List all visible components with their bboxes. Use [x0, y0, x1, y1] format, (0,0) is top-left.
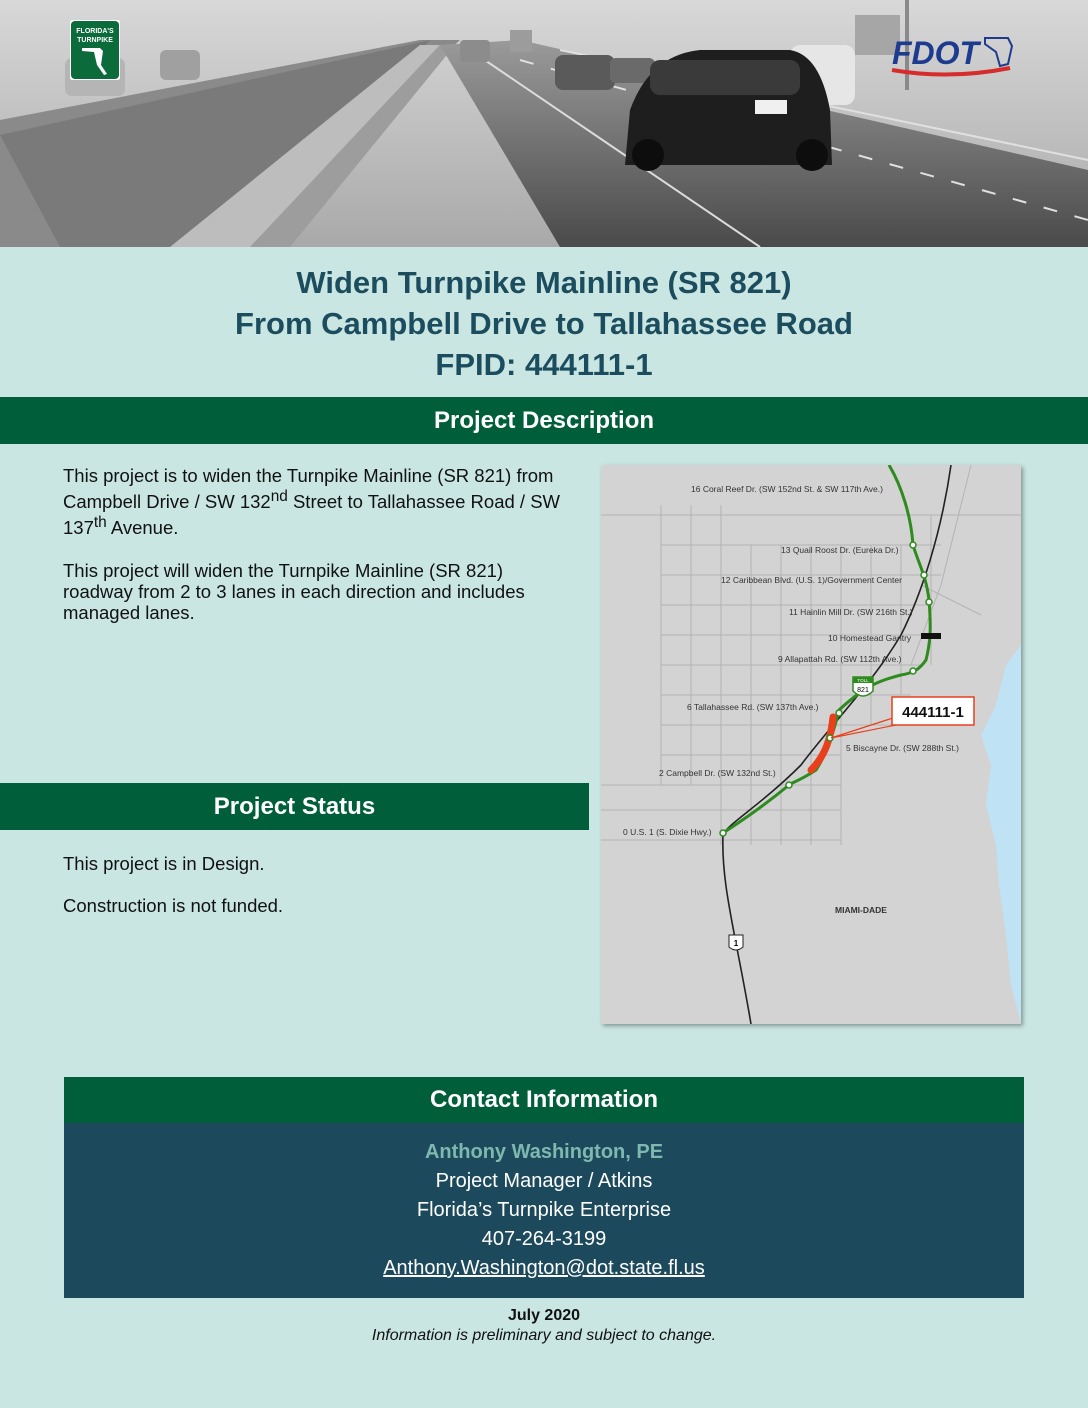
shield-number: 821 — [857, 687, 869, 694]
interchange-label: 5 Biscayne Dr. (SW 288th St.) — [846, 743, 959, 753]
project-status-text — [63, 853, 563, 937]
project-location-map — [601, 465, 1021, 1024]
contact-phone: 407-264-3199 — [481, 1228, 607, 1250]
publication-date: July 2020 — [507, 1307, 581, 1324]
ordinal-suffix: th — [93, 514, 107, 532]
shield-top-text: TOLL — [857, 678, 869, 683]
contact-title: Project Manager / Atkins — [435, 1170, 653, 1192]
contact-email-link[interactable]: Anthony.Washington@dot.state.fl.us — [383, 1257, 705, 1279]
project-description-heading: Project Description — [0, 397, 1088, 444]
contact-organization: Florida’s Turnpike Enterprise — [416, 1199, 672, 1221]
contact-name: Anthony Washington, PE — [424, 1141, 664, 1163]
svg-text:FDOT: FDOT — [892, 35, 980, 71]
status-line-1: This project is in Design. — [63, 853, 265, 874]
interchange-label: 16 Coral Reef Dr. (SW 152nd St. & SW 117th Ave.) — [691, 484, 883, 494]
description-paragraph-2: This project will widen the Turnpike Mainline (SR 821) roadway from 2 to 3 lanes in each direction and includes managed lanes. — [63, 560, 525, 624]
project-description-text — [63, 465, 563, 645]
interchange-label: 2 Campbell Dr. (SW 132nd St.) — [659, 768, 776, 778]
title-line-2: From Campbell Drive to Tallahassee Road — [235, 306, 853, 341]
interchange-label: 12 Caribbean Blvd. (U.S. 1)/Government Center — [721, 575, 902, 585]
interchange-label: 13 Quail Roost Dr. (Eureka Dr.) — [781, 545, 899, 555]
description-text-a: This project is to widen the Turnpike Mainline (SR 821) from Campbell Drive / SW 132 — [63, 465, 554, 513]
interchange-label: 10 Homestead Gantry — [828, 633, 912, 643]
interchange-label: 0 U.S. 1 (S. Dixie Hwy.) — [623, 827, 712, 837]
county-label: MIAMI-DADE — [835, 905, 887, 915]
status-line-2: Construction is not funded. — [63, 895, 284, 916]
fdot-logo — [890, 28, 1020, 80]
hero-image — [0, 0, 1088, 247]
page-title — [0, 262, 1088, 385]
turnpike-logo — [70, 20, 120, 80]
svg-text:FLORIDA'S: FLORIDA'S — [76, 28, 114, 35]
description-text-b: Street to Tallahassee Road / SW 137 — [63, 491, 560, 539]
disclaimer-note: Information is preliminary and subject to change. — [371, 1327, 717, 1344]
sr-821-shield — [853, 677, 873, 696]
project-status-heading: Project Status — [0, 783, 589, 830]
contact-information-panel — [64, 1123, 1024, 1298]
svg-text:TURNPIKE: TURNPIKE — [77, 37, 113, 44]
description-paragraph-1 — [63, 465, 563, 538]
interchange-label: 11 Hainlin Mill Dr. (SW 216th St.) — [789, 607, 913, 617]
ordinal-suffix: nd — [270, 488, 288, 505]
title-line-1: Widen Turnpike Mainline (SR 821) — [296, 265, 792, 300]
project-callout-label: 444111-1 — [902, 704, 964, 721]
contact-information-heading: Contact Information — [64, 1077, 1024, 1123]
shield-number: 1 — [733, 939, 739, 948]
footer — [0, 1306, 1088, 1346]
homestead-gantry-marker — [921, 633, 941, 639]
us-1-shield — [729, 935, 743, 950]
interchange-label: 9 Allapattah Rd. (SW 112th Ave.) — [778, 654, 902, 664]
description-text-c: Avenue. — [106, 517, 179, 539]
fpid-line: FPID: 444111-1 — [435, 347, 653, 382]
interchange-label: 6 Tallahassee Rd. (SW 137th Ave.) — [687, 702, 819, 712]
